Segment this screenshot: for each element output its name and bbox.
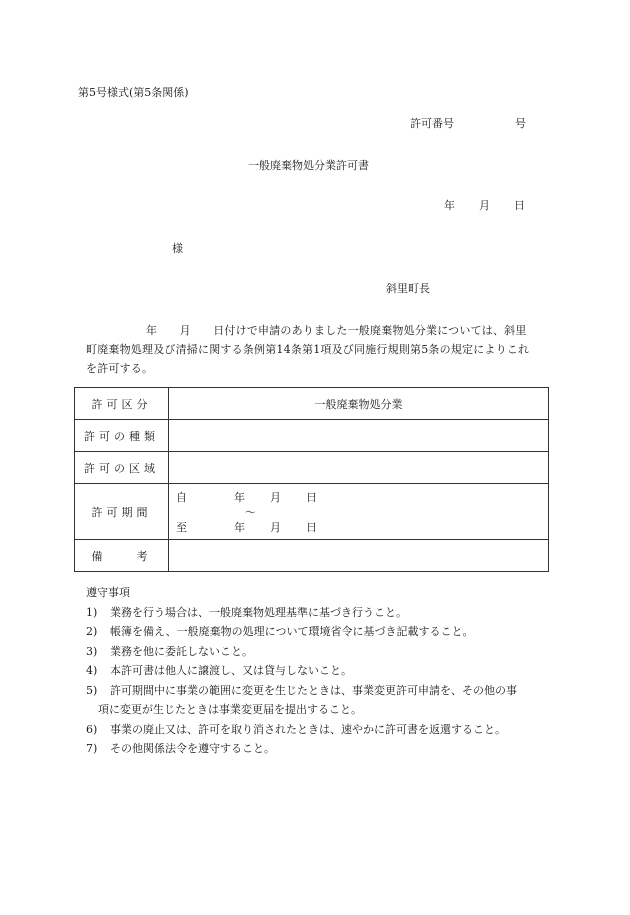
row-value [169,540,549,572]
row-label: 許可の区域 [75,452,169,484]
item-text: 項に変更が生じたときは事業変更届を提出すること。 [98,703,362,716]
list-item [86,720,556,740]
item-number: 7) [86,742,98,755]
item-number: 1) [86,605,98,619]
date-month: 月 [479,199,490,212]
permit-number-label: 許可番号 [410,117,454,130]
table-row [75,452,549,484]
period-from-day: 日 [306,491,317,504]
list-item [86,642,556,662]
item-text: 業務を行う場合は、一般廃棄物処理基準に基づき行うこと。 [110,605,407,619]
period-from: 自 [176,491,187,504]
row-value [169,420,549,452]
notes-section [86,583,556,759]
item-text: 許可期間中に事業の範囲に変更を生じたときは、事業変更許可申請を、その他の事 [110,683,517,697]
item-number: 5) [86,683,98,697]
notes-heading: 遵守事項 [86,586,130,599]
permit-number-suffix: 号 [515,117,526,130]
body-line: 町廃棄物処理及び清掃に関する条例第14条第1項及び同施行規則第5条の規定によりこれ [86,343,530,356]
body-line: を許可する。 [86,362,154,375]
row-label: 許可区分 [75,388,169,420]
item-number: 2) [86,625,98,638]
table-row [75,420,549,452]
table-row [75,388,549,420]
period-from-month: 月 [270,491,281,504]
period-from-year: 年 [234,491,245,504]
row-label: 許可期間 [75,484,169,540]
table-row [75,540,549,572]
item-text: 本許可書は他人に譲渡し、又は貸与しないこと。 [110,664,352,677]
period-to-year: 年 [234,521,245,534]
list-item [86,603,556,623]
item-number: 4) [86,664,98,677]
item-number: 6) [86,722,98,736]
item-number: 3) [86,644,98,658]
item-text: 帳簿を備え、一般廃棄物の処理について環境省令に基づき記載すること。 [110,625,474,638]
row-value [169,452,549,484]
body-line: 年 月 日付けで申請のありました一般廃棄物処分業については、斜里 [146,324,527,337]
body-paragraph [86,321,552,378]
table-row [75,484,549,540]
permit-table [74,387,549,572]
list-item [86,739,556,759]
list-item [86,681,556,701]
item-text: 事業の廃止又は、許可を取り消されたときは、速やかに許可書を返還すること。 [110,722,506,736]
issuer: 斜里町長 [386,282,430,295]
list-item [86,622,556,642]
item-text: 業務を他に委託しないこと。 [110,644,253,658]
date-year: 年 [444,199,455,212]
list-item-continuation [86,700,556,720]
period-to-month: 月 [270,521,281,534]
list-item [86,661,556,681]
date-day: 日 [514,199,525,212]
row-value: 一般廃棄物処分業 [169,388,549,420]
period-cell [169,484,549,540]
row-label: 備 考 [75,540,169,572]
period-to-day: 日 [306,521,317,534]
form-number: 第5号様式(第5条関係) [78,86,189,99]
row-label: 許可の種類 [75,420,169,452]
period-tilde: 〜 [245,506,256,519]
document-title: 一般廃棄物処分業許可書 [248,159,369,172]
addressee-suffix: 様 [172,242,183,255]
period-to: 至 [176,521,187,534]
item-text: その他関係法令を遵守すること。 [110,742,275,755]
